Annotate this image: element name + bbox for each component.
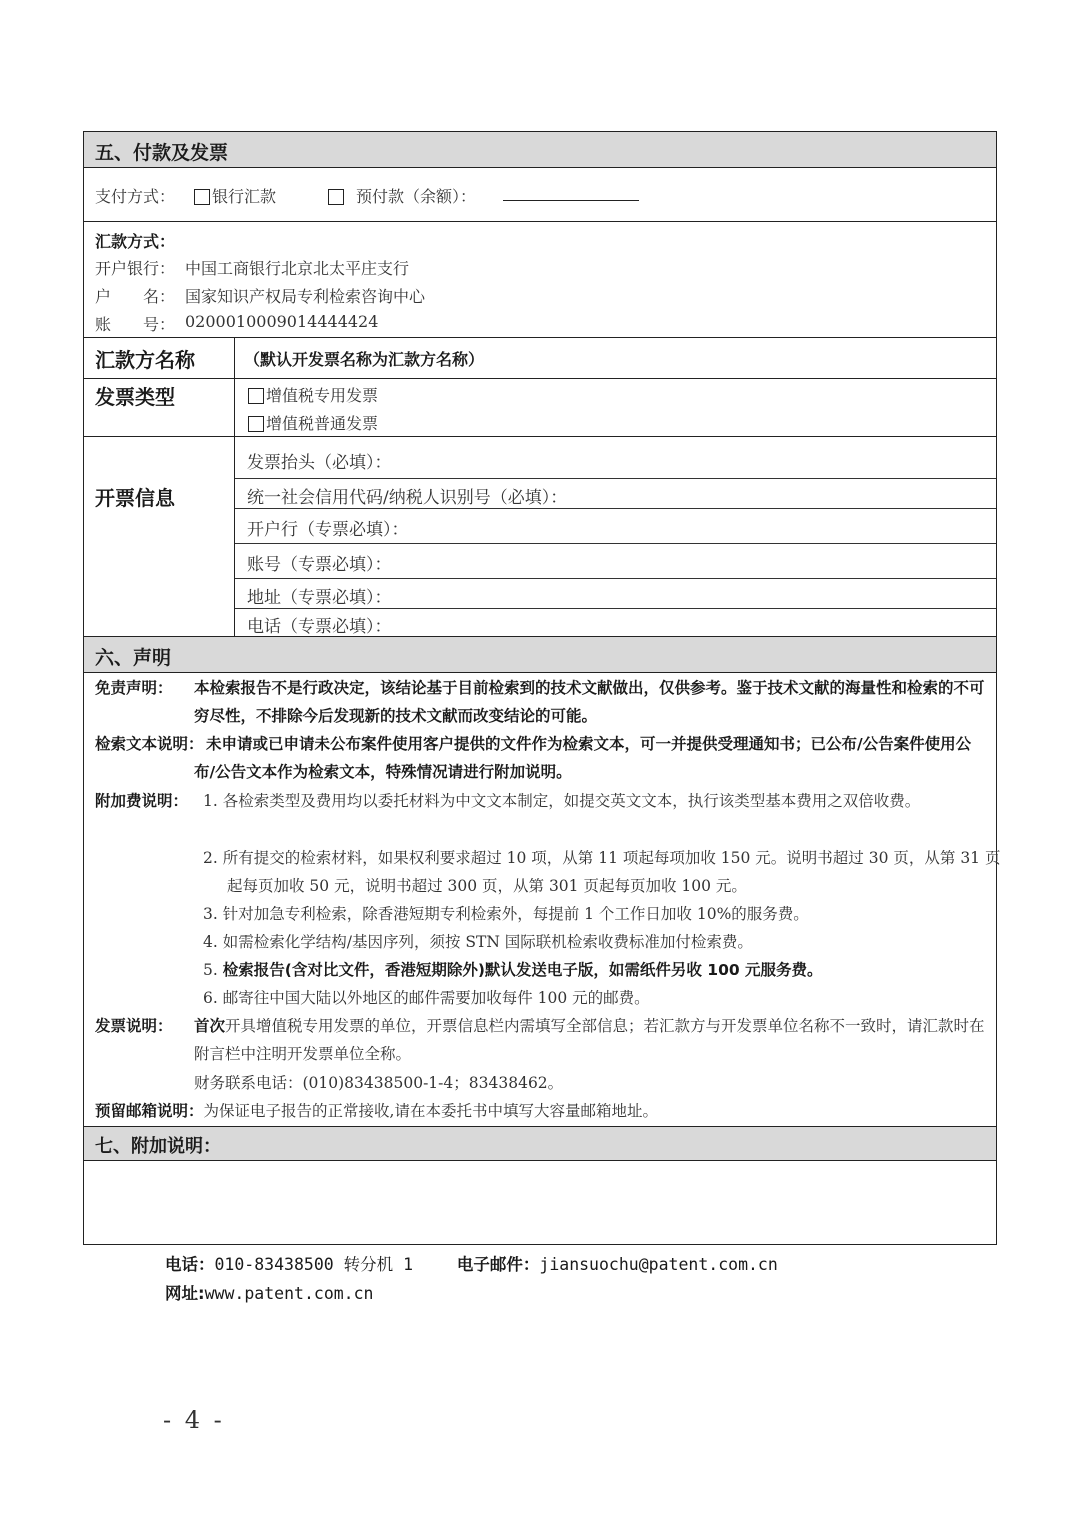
bank-transfer-checkbox[interactable]: [194, 189, 210, 205]
surcharge-item-4: 4. 如需检索化学结构/基因序列，须按 STN 国际联机检索收费标准加付检索费。: [203, 933, 753, 951]
search-text-label: 检索文本说明：: [95, 735, 204, 753]
invoice-phone-field[interactable]: 电话（专票必填）：: [247, 617, 392, 637]
invoice-type-special-option[interactable]: [248, 383, 378, 406]
footer-web: [165, 1280, 374, 1304]
surcharge-item-2: 2. 所有提交的检索材料，如果权利要求超过 10 项，从第 11 项起每项加收 150 元。说明书超过 30 页，从第 31 页起每页加收 50 元，说明书超过 300 页，从第 301 页起每页加收 100 元。: [203, 849, 1001, 895]
payer-name-note[interactable]: （默认开发票名称为汇款方名称）: [244, 350, 485, 369]
surcharge-item-5-num: 5.: [203, 961, 218, 979]
invoice-type-label: 发票类型: [95, 385, 175, 409]
email-note: [95, 1097, 990, 1125]
account-name-label: 户 名：: [95, 287, 176, 306]
finance-contact: 财务联系电话：(010)83438500-1-4；83438462。: [194, 1074, 564, 1092]
section6-title: 六、声明: [95, 647, 172, 669]
prepay-balance-field[interactable]: [503, 184, 639, 203]
surcharge-item-1: 1. 各检索类型及费用均以委托材料为中文文本制定，如提交英文文本，执行该类型基本费用之双倍收费。: [203, 792, 921, 810]
additional-notes-area[interactable]: [84, 1161, 995, 1243]
invoice-bank-field[interactable]: 开户行（专票必填）：: [247, 520, 409, 540]
email-note-label: 预留邮箱说明：: [95, 1102, 204, 1120]
search-text-text: 未申请或已申请未公布案件使用客户提供的文件作为检索文本，可一并提供受理通知书；已公布/公告案件使用公布/公告文本作为检索文本，特殊情况请进行附加说明。: [194, 735, 972, 781]
section5-title: 五、付款及发票: [95, 142, 229, 164]
invoice-account-field[interactable]: 账号（专票必填）：: [247, 555, 392, 575]
invoice-title-field[interactable]: 发票抬头（必填）：: [247, 453, 392, 473]
footer-contact: [165, 1251, 778, 1275]
surcharge-item-5: [203, 956, 991, 984]
payment-method-label: 支付方式：: [95, 187, 176, 206]
account-number-label: 账 号：: [95, 315, 176, 334]
invoice-address-field[interactable]: 地址（专票必填）：: [247, 588, 392, 608]
section6-header: [84, 637, 996, 672]
invoice-special-checkbox[interactable]: [248, 388, 264, 404]
surcharge-item-6: 6. 邮寄往中国大陆以外地区的邮件需要加收每件 100 元的邮费。: [203, 989, 650, 1007]
footer-phone-label: 电话：: [165, 1255, 215, 1274]
bank-label: 开户银行：: [95, 259, 176, 278]
invoice-normal-checkbox[interactable]: [248, 416, 264, 432]
credit-code-field[interactable]: 统一社会信用代码/纳税人识别号（必填）：: [247, 488, 568, 508]
account-name-value: 国家知识产权局专利检索咨询中心: [185, 287, 426, 306]
page-number: - 4 -: [163, 1406, 225, 1434]
footer-email-value[interactable]: jiansuochu@patent.com.cn: [539, 1255, 778, 1274]
account-number-value: 0200010009014444424: [185, 312, 379, 331]
bank-value: 中国工商银行北京北太平庄支行: [185, 259, 410, 278]
invoice-info-label: 开票信息: [95, 486, 175, 510]
invoice-note-body: 开具增值税专用发票的单位，开票信息栏内需填写全部信息；若汇款方与开发票单位名称不一致时，请汇款时在附言栏中注明开发票单位全称。: [194, 1017, 985, 1063]
bank-transfer-label: 银行汇款: [212, 187, 277, 206]
invoice-normal-label: 增值税普通发票: [266, 414, 379, 433]
prepay-checkbox[interactable]: [328, 189, 344, 205]
footer-phone-value: 010-83438500 转分机 1: [214, 1255, 414, 1274]
disclaimer-text: 本检索报告不是行政决定，该结论基于目前检索到的技术文献做出，仅供参考。鉴于技术文献的海量性和检索的不可穷尽性，不排除今后发现新的技术文献而改变结论的可能。: [194, 679, 985, 725]
remit-method-title: 汇款方式：: [95, 232, 176, 251]
footer-web-label: 网址:: [165, 1284, 205, 1303]
surcharge-item-3: 3. 针对加急专利检索，除香港短期专利检索外，每提前 1 个工作日加收 10%的服务费。: [203, 905, 809, 923]
invoice-type-normal-option[interactable]: [248, 411, 378, 434]
prepay-label: 预付款（余额）：: [356, 187, 477, 206]
entrustment-form: [83, 131, 1001, 1245]
disclaimer-label: 免责声明：: [95, 679, 173, 697]
footer-web-value[interactable]: www.patent.com.cn: [204, 1284, 374, 1303]
invoice-note-first: 首次: [194, 1017, 226, 1035]
invoice-special-label: 增值税专用发票: [266, 386, 379, 405]
payer-name-label: 汇款方名称: [95, 348, 195, 372]
footer-email-label: 电子邮件：: [456, 1255, 540, 1274]
surcharge-item-5-text: 检索报告(含对比文件，香港短期除外)默认发送电子版，如需纸件另收 100 元服务费。: [222, 961, 823, 979]
section7-title: 七、附加说明：: [95, 1136, 221, 1157]
invoice-note-text: [194, 1012, 990, 1068]
email-note-text: 为保证电子报告的正常接收,请在本委托书中填写大容量邮箱地址。: [203, 1102, 658, 1120]
surcharge-label: 附加费说明：: [95, 792, 189, 810]
prepay-option[interactable]: [328, 184, 476, 207]
bank-transfer-option[interactable]: [194, 184, 276, 207]
invoice-note-label: 发票说明：: [95, 1017, 173, 1035]
